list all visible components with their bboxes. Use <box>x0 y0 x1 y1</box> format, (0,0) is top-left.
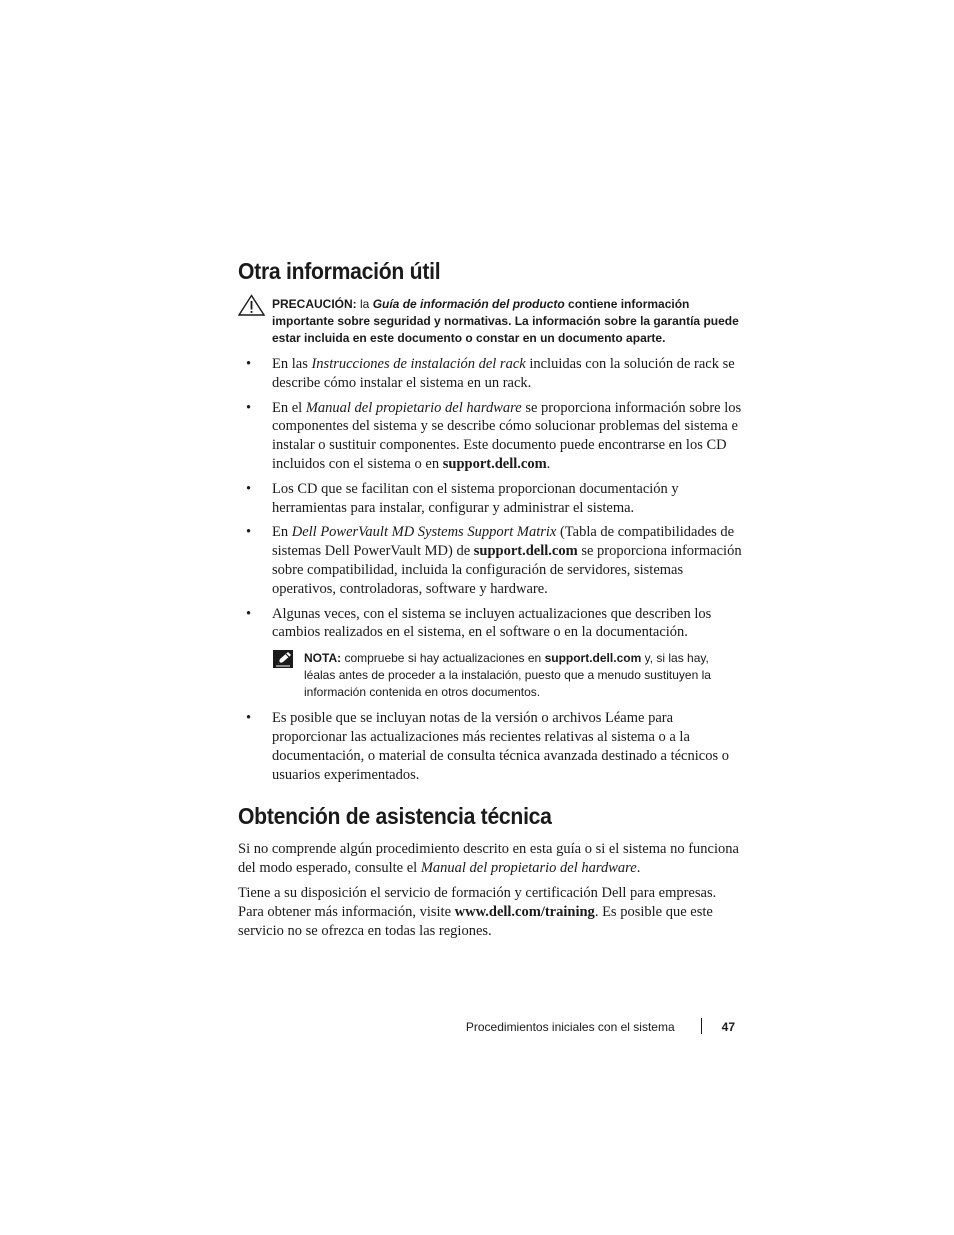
item-text: Es posible que se incluyan notas de la versión o archivos Léame para proporcionar las actualizaciones más recientes relativas al sistema o a la documentación, o material de consulta técnica avanzada destinado a técnicos o usuarios experimentados. <box>272 710 729 783</box>
footer-chapter-title: Procedimientos iniciales con el sistema <box>465 1020 675 1034</box>
paragraph-italic: Manual del propietario del hardware <box>420 860 637 877</box>
item-text: se proporciona información sobre compatibilidad, incluida la configuración de servidores, sistemas operativos, controladoras, software y hardware. <box>272 543 742 597</box>
item-text: (Tabla de compatibilidades de sistemas Dell PowerVault MD) de <box>272 524 735 560</box>
list-item <box>238 480 743 518</box>
note-label: NOTA: <box>304 651 342 666</box>
item-text: Los CD que se facilitan con el sistema proporcionan documentación y herramientas para instalar, configurar y administrar el sistema. <box>272 480 679 516</box>
training-link[interactable]: www.dell.com/training <box>454 903 595 920</box>
paragraph-text: Si no comprende algún procedimiento descrito en esta guía o si el sistema no funciona del modo esperado, consulte el <box>238 841 739 877</box>
note-support-link[interactable]: support.dell.com <box>544 651 642 666</box>
info-bullet-list <box>238 355 743 784</box>
item-italic: Instrucciones de instalación del rack <box>311 356 526 372</box>
list-item <box>238 399 743 474</box>
list-item <box>238 709 743 784</box>
paragraph-text: Tiene a su disposición el servicio de formación y certificación Dell para empresas. Para obtener más información, visite <box>238 884 717 920</box>
item-text: En el <box>272 399 306 416</box>
bullet-marker: • <box>246 524 252 541</box>
item-italic: Dell PowerVault MD Systems Support Matrix <box>291 524 557 541</box>
warning-triangle-icon <box>238 294 265 316</box>
caution-text: contiene información importante sobre seguridad y normativas. La información sobre la garantía puede estar incluida en este documento o constar en un documento aparte. <box>272 297 739 345</box>
paragraph <box>238 840 743 878</box>
paragraph <box>238 884 743 940</box>
bullet-marker: • <box>246 480 252 497</box>
paragraph-text: . Es posible que este servicio no se ofrezca en todas las regiones. <box>238 903 713 939</box>
list-item <box>238 605 743 702</box>
bullet-marker: • <box>246 356 252 372</box>
paragraph-text: . <box>636 860 641 877</box>
bullet-marker: • <box>246 605 252 622</box>
item-text: En <box>272 524 292 541</box>
note-text: y, si las hay, léalas antes de proceder a la instalación, puesto que a menudo sustituyen la información contenida en otros documentos. <box>304 651 711 700</box>
item-text: . <box>546 455 551 472</box>
page-number: 47 <box>721 1020 735 1034</box>
note-text: compruebe si hay actualizaciones en <box>341 651 545 666</box>
item-text: se proporciona información sobre los componentes del sistema y se describe cómo solucionar problemas del sistema e instalar o sustituir componentes. Este documento puede encontrarse en los CD incluidos con el sistema o en <box>272 399 742 472</box>
note-box <box>272 650 743 701</box>
footer-separator <box>701 1018 702 1034</box>
support-link[interactable]: support.dell.com <box>473 543 578 560</box>
caution-italic-title: Guía de información del producto <box>372 297 565 311</box>
section-title-asistencia: Obtención de asistencia técnica <box>238 803 552 830</box>
list-item <box>238 523 743 598</box>
caution-box <box>238 296 743 347</box>
support-link[interactable]: support.dell.com <box>442 455 547 472</box>
item-text: Algunas veces, con el sistema se incluyen actualizaciones que describen los cambios realizados en el sistema, en el software o en la documentación. <box>272 605 712 641</box>
item-text: incluidas con la solución de rack se describe cómo instalar el sistema en un rack. <box>272 356 735 391</box>
item-italic: Manual del propietario del hardware <box>305 399 522 416</box>
caution-pre: la <box>356 297 373 311</box>
page-footer <box>238 1018 735 1036</box>
section-title-otra-informacion: Otra información útil <box>238 258 441 284</box>
caution-label: PRECAUCIÓN: <box>272 297 357 311</box>
pencil-note-icon <box>272 649 294 669</box>
bullet-marker: • <box>246 710 252 727</box>
content-column <box>238 255 743 940</box>
bullet-marker: • <box>246 399 252 416</box>
item-text: En las <box>272 356 312 372</box>
list-item <box>238 355 743 393</box>
